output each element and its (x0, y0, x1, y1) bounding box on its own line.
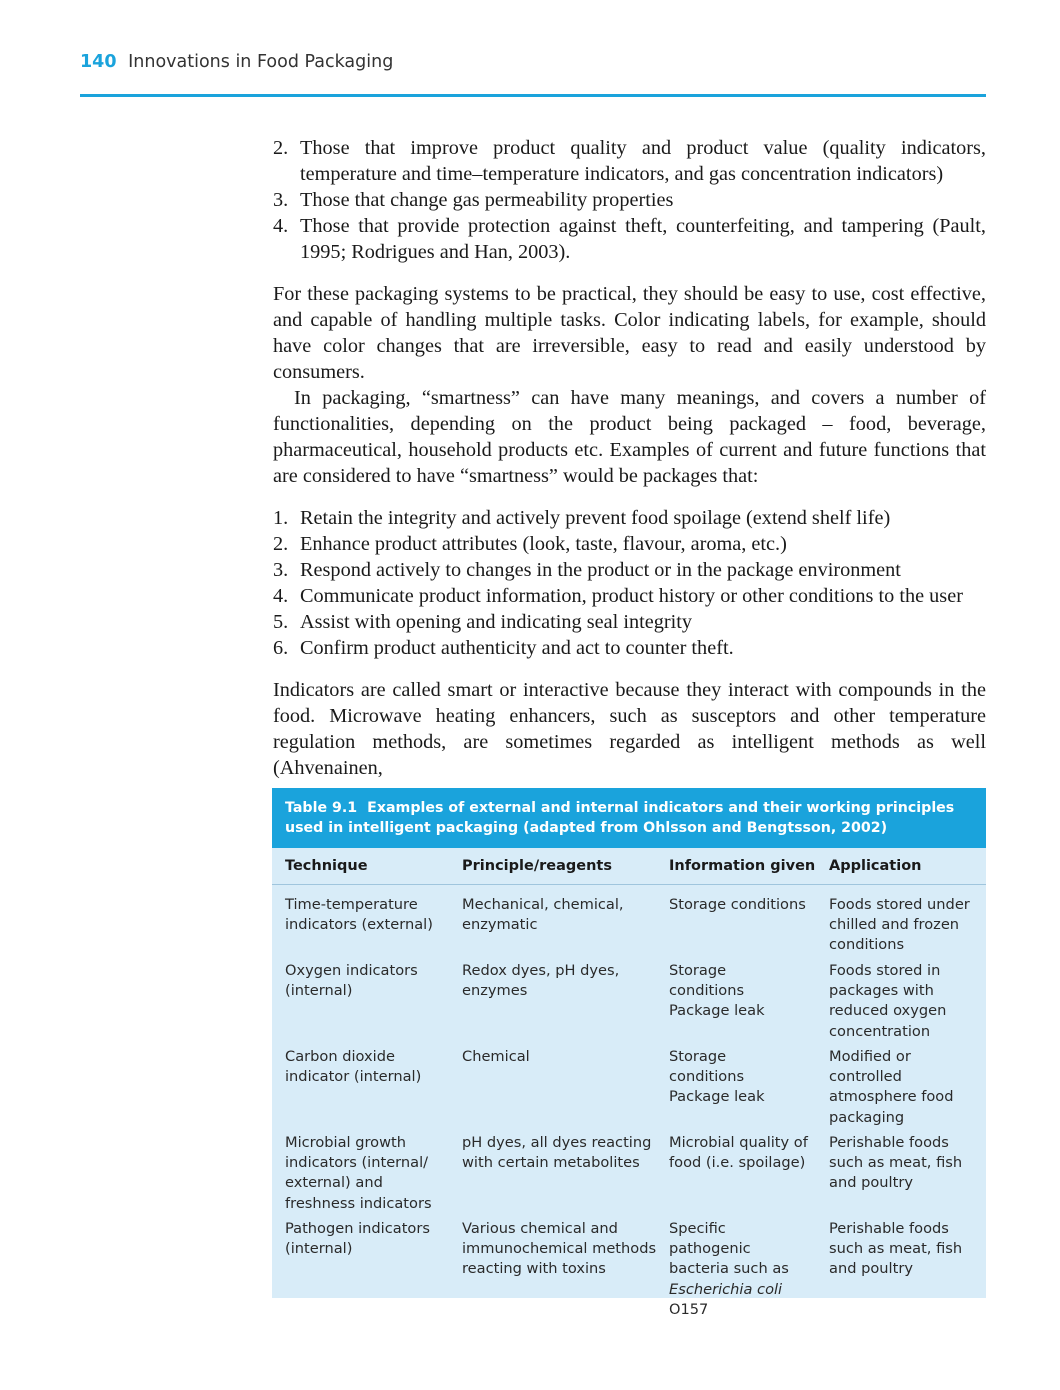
table-cell-technique: Time-temperature indicators (external) (285, 896, 433, 934)
table-cell-application: Foods stored in packages with reduced oxygen concentration (829, 962, 947, 1040)
table-cell-application: Modified or controlled atmosphere food packaging (829, 1048, 954, 1126)
table-cell-information: Storage conditions (669, 896, 806, 913)
list-item: 2. Enhance product attributes (look, taste, flavour, aroma, etc.) (273, 533, 787, 555)
list-item: 4. Those that provide protection against theft, counterfeiting, and tampering (Pault, 1995; Rodrigues and Han, 2003). (273, 215, 986, 263)
column-header-principle: Principle/reagents (462, 858, 612, 874)
table-cell-application: Perishable foods such as meat, fish and poultry (829, 1220, 963, 1278)
table-caption-text: Examples of external and internal indicators and their working principles used in intelligent packaging (adapted from Ohlsson and Bengtsson, 2002) (285, 800, 955, 836)
table-cell-information: Microbial quality of food (i.e. spoilage) (669, 1134, 808, 1172)
table-cell-application: Perishable foods such as meat, fish and poultry (829, 1134, 963, 1192)
table-cell-technique: Pathogen indicators (internal) (285, 1220, 430, 1258)
table-cell-information: Specific pathogenic bacteria such as Escherichia coli O157 (669, 1220, 789, 1318)
paragraph-indicators: Indicators are called smart or interactive because they interact with compounds in the food. Microwave heating enhancers, such as susceptors and other temperature regulation methods, are sometimes regarded as intelligent methods as well (Ahvenainen, (273, 679, 986, 779)
list-item: 5. Assist with opening and indicating seal integrity (273, 611, 693, 633)
table-cell-technique: Carbon dioxide indicator (internal) (285, 1048, 422, 1086)
table-cell-principle: Mechanical, chemical, enzymatic (462, 896, 624, 934)
running-head (80, 52, 393, 72)
table-cell-technique: Microbial growth indicators (internal/ external) and freshness indicators (285, 1134, 432, 1212)
list-item: 6. Confirm product authenticity and act to counter theft. (273, 637, 734, 659)
species-name: Escherichia coli (669, 1280, 783, 1298)
list-item: 1. Retain the integrity and actively prevent food spoilage (extend shelf life) (273, 507, 891, 529)
header-rule (80, 94, 986, 97)
table-cell-principle: Various chemical and immunochemical methods reacting with toxins (462, 1220, 657, 1278)
smart-functions-list (273, 505, 986, 661)
table-cell-application: Foods stored under chilled and frozen conditions (829, 896, 970, 954)
body-text (273, 135, 986, 781)
paragraph-smartness: In packaging, “smartness” can have many meanings, and covers a number of functionalities, depending on the product being packaged – food, beverage, pharmaceutical, household products etc. Examples of current and future functions that are considered to have “smartness” would be packages that: (273, 387, 986, 487)
page-number: 140 (80, 52, 117, 72)
list-item: 4. Communicate product information, product history or other conditions to the user (273, 585, 963, 607)
table-9-1 (272, 788, 986, 1318)
list-item: 2. Those that improve product quality and product value (quality indicators, temperature and time–temperature indicators, and gas concentration indicators) (273, 137, 986, 185)
table-cell-information: Storage conditions Package leak (669, 962, 765, 1020)
capability-list (273, 135, 986, 265)
table-cell-principle: pH dyes, all dyes reacting with certain metabolites (462, 1134, 652, 1172)
column-header-information: Information given (669, 858, 816, 874)
table-cell-principle: Redox dyes, pH dyes, enzymes (462, 962, 620, 1000)
paragraph-practicality: For these packaging systems to be practical, they should be easy to use, cost effective, and capable of handling multiple tasks. Color indicating labels, for example, should have color changes that are irreversible, easy to read and easily understood by consumers. (273, 283, 986, 383)
table-cell-information: Storage conditions Package leak (669, 1048, 765, 1106)
book-title: Innovations in Food Packaging (128, 52, 394, 72)
list-item: 3. Those that change gas permeability properties (273, 189, 674, 211)
table-cell-technique: Oxygen indicators (internal) (285, 962, 418, 1000)
table-caption (272, 788, 986, 848)
column-header-technique: Technique (285, 858, 368, 874)
column-header-application: Application (829, 858, 922, 874)
header-rule-line (272, 884, 986, 885)
table-label: Table 9.1 (285, 800, 358, 816)
table-cell-principle: Chemical (462, 1048, 530, 1065)
list-item: 3. Respond actively to changes in the product or in the package environment (273, 559, 901, 581)
